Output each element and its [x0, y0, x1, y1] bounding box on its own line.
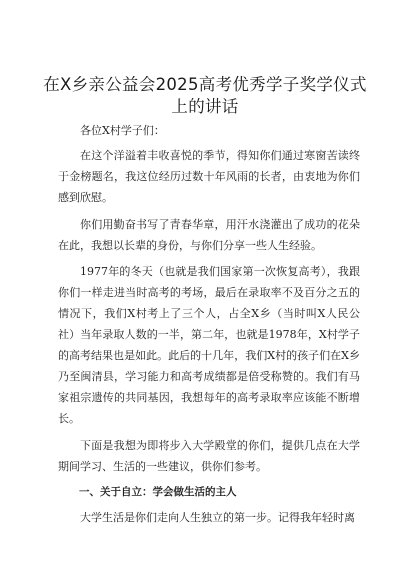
section-heading: 一、关于自立：学会做生活的主人 [79, 486, 237, 498]
paragraph: 在这个洋溢着丰收喜悦的季节，得知你们通过寒窗苦读终于金榜题名，我这位经历过数十年风雨的长者，由衷地为你们感到欣慰。 [58, 149, 360, 204]
paragraph: 大学生活是你们走向人生独立的第一步。记得我年轻时离 [80, 511, 355, 524]
salutation: 各位X村学子们： [80, 124, 165, 137]
paragraph: 下面是我想为即将步入大学殿堂的你们，提供几点在大学期间学习、生活的一些建议，供你们参考。 [58, 438, 360, 473]
document-body [58, 120, 360, 534]
paragraph: 你们用勤奋书写了青春华章，用汗水浇灌出了成功的花朵在此，我想以长辈的身份，与你们分享一些人生经验。 [58, 217, 360, 252]
paragraph: 1977年的冬天（也就是我们国家第一次恢复高考），我跟你们一样走进当时高考的考场，最后在录取率不及百分之五的情况下，我们X村考上了三个人，占全X乡（当时叫X人民公社）当年录取人数的一半，第二年，也就是1978年，X村学子的高考结果也是如此。此后的十几年，我们X村的孩子们在X乡乃至闽清县，学习能力和高考成绩都是倍受称赞的。我们有马家祖宗遗传的共同基因，我想每年的高考录取率应该能不断增长。 [58, 265, 360, 425]
document-title: 在X乡亲公益会2025高考优秀学子奖学仪式上的讲话 [43, 75, 367, 116]
